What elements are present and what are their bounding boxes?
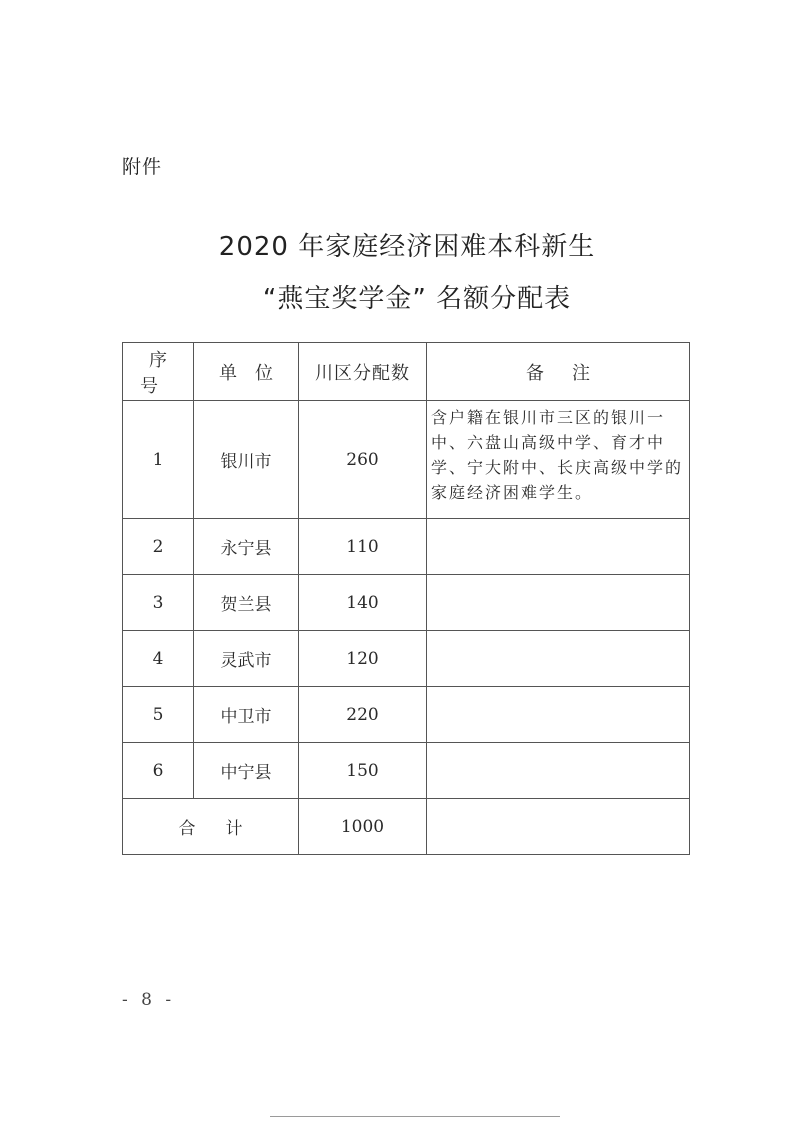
cell-note <box>427 687 690 743</box>
cell-unit: 中宁县 <box>194 743 299 799</box>
total-quota: 1000 <box>299 799 427 855</box>
table-row <box>123 519 690 575</box>
page-number: - 8 - <box>122 990 176 1010</box>
cell-unit: 永宁县 <box>194 519 299 575</box>
table-row <box>123 687 690 743</box>
header-note: 备注 <box>427 343 690 401</box>
table-row <box>123 743 690 799</box>
table-row <box>123 575 690 631</box>
cell-unit: 中卫市 <box>194 687 299 743</box>
bottom-rule <box>270 1116 560 1117</box>
total-label-cell <box>123 799 299 855</box>
cell-seq: 2 <box>123 519 194 575</box>
header-seq: 序号 <box>123 343 194 401</box>
header-unit: 单位 <box>194 343 299 401</box>
cell-quota: 110 <box>299 519 427 575</box>
total-note <box>427 799 690 855</box>
cell-seq: 6 <box>123 743 194 799</box>
document-title-line-2: “燕宝奖学金” 名额分配表 <box>262 284 572 314</box>
total-label: 合计 <box>178 819 273 839</box>
cell-quota: 150 <box>299 743 427 799</box>
table-total-row <box>123 799 690 855</box>
cell-unit: 灵武市 <box>194 631 299 687</box>
cell-seq: 4 <box>123 631 194 687</box>
cell-note <box>427 575 690 631</box>
attachment-label: 附件 <box>122 156 163 178</box>
cell-unit: 银川市 <box>194 401 299 519</box>
cell-seq: 1 <box>123 401 194 519</box>
cell-quota: 140 <box>299 575 427 631</box>
cell-quota: 260 <box>299 401 427 519</box>
cell-quota: 120 <box>299 631 427 687</box>
table-header-row <box>123 343 690 401</box>
cell-quota: 220 <box>299 687 427 743</box>
cell-seq: 5 <box>123 687 194 743</box>
cell-note <box>427 631 690 687</box>
cell-unit: 贺兰县 <box>194 575 299 631</box>
cell-note: 含户籍在银川市三区的银川一中、六盘山高级中学、育才中学、宁大附中、长庆高级中学的家庭经济困难学生。 <box>427 401 690 519</box>
header-quota: 川区分配数 <box>299 343 427 401</box>
table-row <box>123 401 690 519</box>
document-title-line-1: 2020 年家庭经济困难本科新生 <box>218 232 596 262</box>
cell-note <box>427 743 690 799</box>
table-row <box>123 631 690 687</box>
quota-allocation-table <box>122 342 690 855</box>
cell-note <box>427 519 690 575</box>
cell-seq: 3 <box>123 575 194 631</box>
